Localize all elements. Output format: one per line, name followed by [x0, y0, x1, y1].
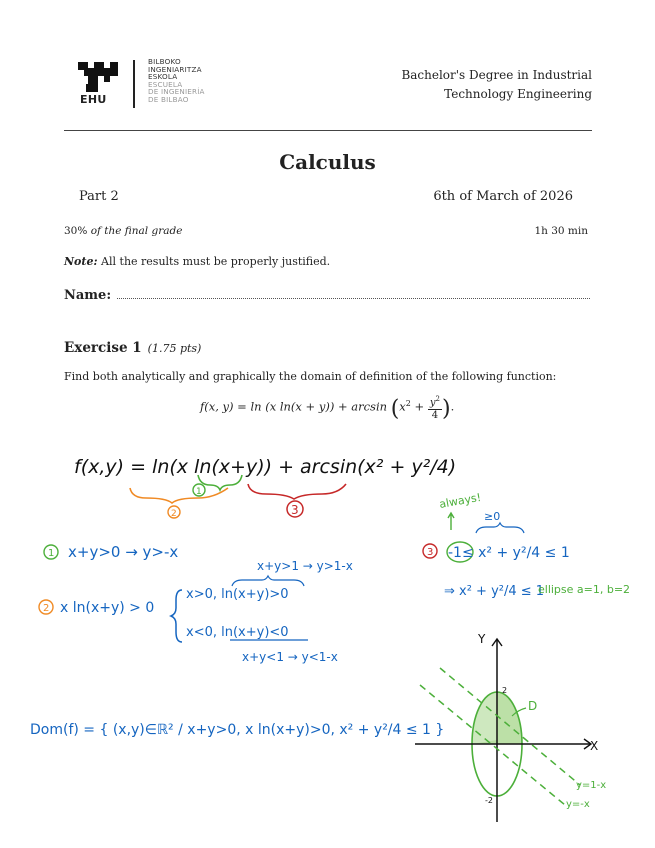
degree-line: Technology Engineering	[444, 87, 592, 101]
hw-y-axis-label: Y	[478, 632, 486, 646]
always-arrow	[448, 513, 454, 530]
hw-tick-top: 2	[502, 686, 508, 695]
logo-acronym: EHU	[80, 93, 107, 106]
exercise-label: Exercise 1	[64, 340, 142, 356]
formula-x: x	[399, 399, 406, 414]
hw-line1-label: y=1-x	[576, 780, 607, 791]
grade-value: 30%	[64, 225, 88, 237]
hw-function-line: f(x,y) = ln(x ln(x+y)) + arcsin(x² + y²/4)	[74, 456, 457, 478]
formula-exp: 2	[405, 398, 411, 408]
note-text: All the results must be properly justified.	[101, 255, 331, 268]
hw-cond2-lhs: x ln(x+y) > 0	[60, 600, 155, 616]
logo-line: DE BILBAO	[148, 94, 189, 104]
note-label: Note:	[64, 255, 98, 268]
formula-frac-num: y	[429, 397, 436, 409]
geq-brace	[476, 523, 524, 533]
logo-line: INGENIARITZA	[148, 64, 202, 74]
hw-cond3-marker: 3	[427, 547, 434, 558]
formula-frac-exp: 2	[435, 395, 440, 403]
hw-cond2-top-note: x+y>1 → y>1-x	[257, 559, 353, 573]
cases-brace	[171, 590, 182, 642]
name-label: Name:	[64, 288, 112, 303]
brace-2	[130, 488, 228, 503]
exercise-points: (1.75 pts)	[147, 342, 202, 355]
logo-line: BILBOKO	[148, 57, 181, 66]
logo-line: ESCUELA	[148, 79, 183, 89]
hw-cond1: x+y>0 → y>-x	[68, 543, 179, 561]
hw-region-label: D	[528, 699, 538, 713]
hw-cond3: -1≤ x² + y²/4 ≤ 1	[448, 545, 570, 561]
hw-marker-1: 1	[196, 487, 202, 497]
formula-frac-den: 4	[431, 410, 439, 422]
hw-marker-2: 2	[171, 509, 177, 519]
hw-always-note: always!	[438, 490, 483, 511]
brace-3	[248, 484, 346, 499]
hw-domain: Dom(f) = { (x,y)∈ℝ² / x+y>0, x ln(x+y)>0, x² + y²/4 ≤ 1 }	[30, 722, 445, 738]
exam-part: Part 2	[79, 189, 119, 204]
hw-tick-bottom: -2	[485, 796, 493, 805]
formula-lhs: f(x, y) = ln (x ln(x + y)) + arcsin	[200, 399, 388, 414]
hw-line2-label: y=-x	[566, 799, 590, 810]
hw-ellipse-note: ellipse a=1, b=2	[538, 583, 631, 596]
hw-marker-3: 3	[291, 503, 299, 517]
page-title: Calculus	[279, 150, 376, 174]
formula-end: .	[450, 399, 455, 414]
hw-cond2-case2: x<0, ln(x+y)<0	[186, 625, 289, 640]
logo-line: ESKOLA	[148, 72, 178, 82]
hw-cond2-marker: 2	[43, 603, 50, 614]
hw-cond2-case1: x>0, ln(x+y)>0	[186, 587, 289, 602]
formula-plus: +	[410, 399, 428, 414]
logo-line: DE INGENIERÍA	[148, 87, 205, 97]
hw-cond1-marker: 1	[48, 548, 55, 559]
degree-line: Bachelor's Degree in Industrial	[401, 68, 592, 82]
exercise-statement: Find both analytically and graphically the domain of definition of the following function:	[64, 370, 557, 383]
grade-text: of the final grade	[90, 225, 183, 237]
exam-duration: 1h 30 min	[534, 225, 588, 237]
hw-cond2-bottom-note: x+y<1 → y<1-x	[242, 650, 338, 664]
case1-brace	[232, 576, 304, 586]
exam-date: 6th of March of 2026	[433, 189, 573, 204]
hw-cond3-result: ⇒ x² + y²/4 ≤ 1	[444, 584, 545, 599]
hw-geq-note: ≥0	[484, 510, 501, 523]
function-formula: f(x, y) = ln (x $\ln(x + y)) + \arcsin (x^2$ + $\frac{y^2}{4}$ ).	[200, 395, 455, 422]
hw-x-axis-label: X	[590, 739, 599, 753]
